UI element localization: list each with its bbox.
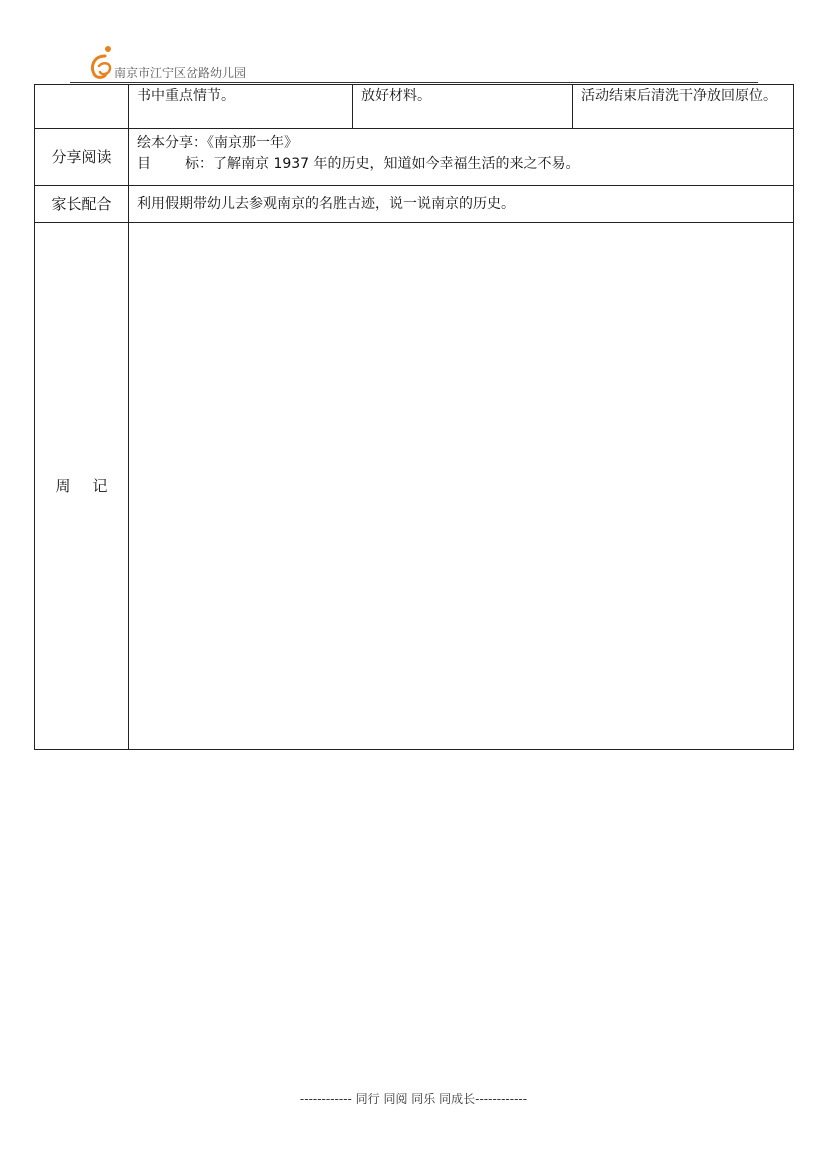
school-name: 南京市江宁区岔路幼儿园 — [114, 66, 247, 80]
parent-cooperation-content — [129, 186, 794, 223]
table-cell — [573, 85, 794, 129]
parent-cooperation-text: 利用假期带幼儿去参观南京的名胜古迹，说一说南京的历史。 — [137, 196, 515, 212]
share-reading-content — [129, 129, 794, 186]
weekly-notes-label — [35, 223, 129, 750]
weekly-notes-area[interactable] — [129, 223, 794, 750]
table-row-continued — [35, 85, 794, 129]
table-cell — [353, 85, 573, 129]
table-cell — [129, 85, 353, 129]
page-header — [88, 44, 288, 84]
book-share-line: 绘本分享：《南京那一年》 — [137, 135, 298, 151]
page-footer: ------------ 同行 同阅 同乐 同成长------------ — [299, 1092, 528, 1106]
activity-plan-table — [34, 84, 794, 750]
weekly-label-2: 记 — [92, 476, 108, 495]
table-row-share-reading — [35, 129, 794, 186]
header-divider — [70, 82, 758, 83]
goal-line — [137, 154, 787, 175]
goal-label-2: 标： — [185, 156, 213, 172]
table-row-parent-cooperation — [35, 186, 794, 223]
parent-cooperation-label: 家长配合 — [35, 186, 129, 223]
goal-text: 了解南京 1937 年的历史，知道如今幸福生活的来之不易。 — [213, 156, 580, 172]
cell-text-plot: 书中重点情节。 — [137, 88, 235, 104]
weekly-label-1: 周 — [55, 476, 71, 495]
goal-label-1: 目 — [137, 156, 151, 172]
share-reading-label: 分享阅读 — [35, 129, 129, 186]
cell-text-cleanup: 活动结束后清洗干净放回原位。 — [581, 88, 777, 104]
table-row-weekly-notes — [35, 223, 794, 750]
empty-label-cell — [35, 85, 129, 129]
cell-text-materials: 放好材料。 — [361, 88, 431, 104]
